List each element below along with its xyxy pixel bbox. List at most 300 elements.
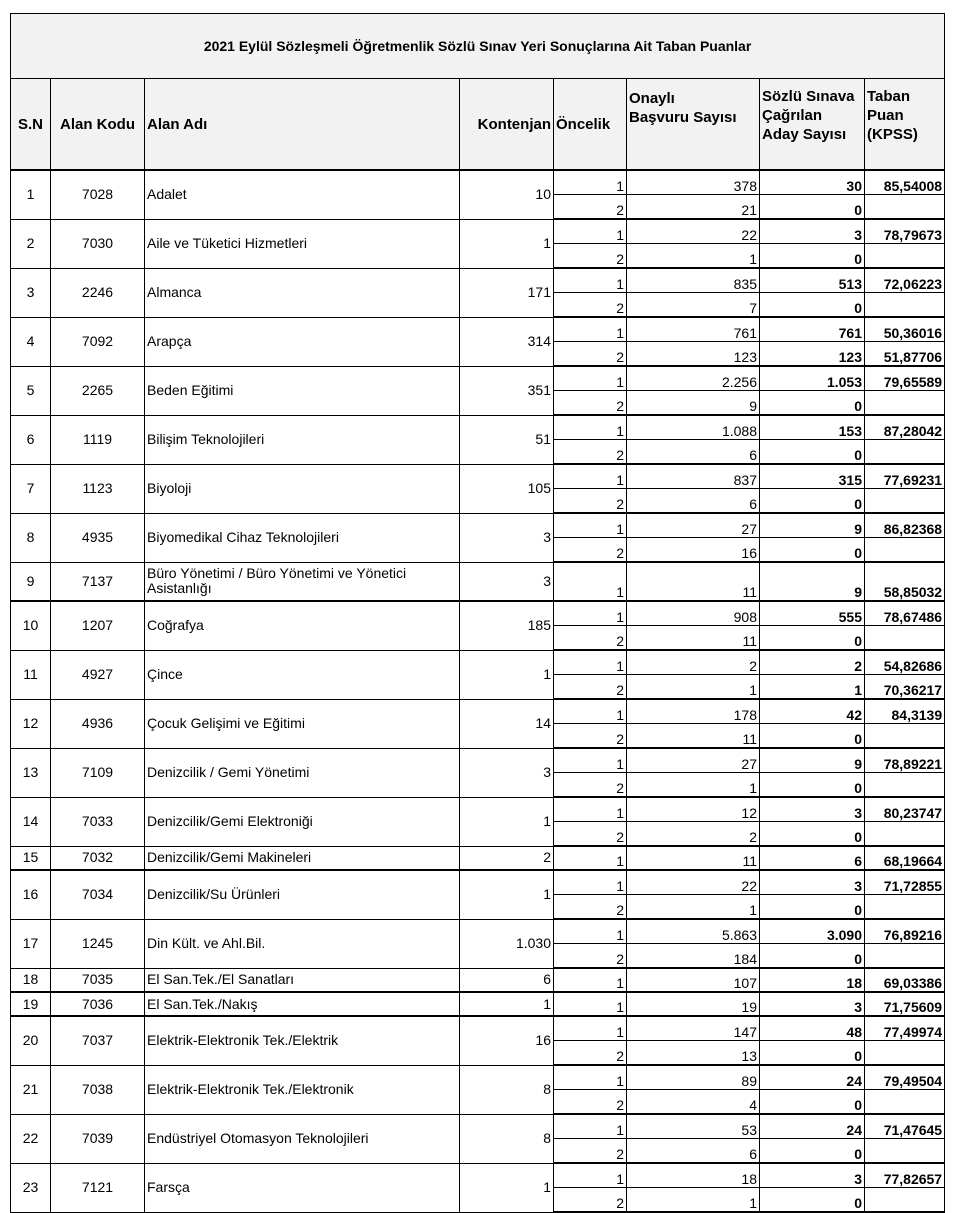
header-basvuru-line: Onaylı	[629, 90, 675, 107]
row-taban-puan: 86,82368	[865, 513, 945, 538]
row-cagrilan-sayisi: 3	[760, 992, 865, 1016]
row-oncelik: 2	[554, 724, 627, 749]
results-table	[10, 13, 945, 1213]
row-alan-kodu: 7035	[51, 968, 145, 992]
row-taban-puan	[865, 489, 945, 514]
row-alan-adi	[145, 366, 460, 415]
row-oncelik: 2	[554, 342, 627, 367]
row-oncelik: 1	[554, 748, 627, 773]
row-alan-adi	[145, 1016, 460, 1065]
row-cagrilan-sayisi: 48	[760, 1016, 865, 1041]
row-oncelik: 1	[554, 797, 627, 822]
row-taban-puan	[865, 626, 945, 651]
row-basvuru-sayisi: 4	[627, 1090, 760, 1115]
row-cagrilan-sayisi: 0	[760, 293, 865, 318]
row-alan-kodu: 7121	[51, 1163, 145, 1212]
header-basvuru	[627, 79, 760, 171]
header-taban-line: Taban	[867, 88, 911, 105]
row-alan-adi	[145, 797, 460, 846]
row-kontenjan: 2	[460, 846, 554, 870]
row-basvuru-sayisi: 2.256	[627, 366, 760, 391]
row-cagrilan-sayisi: 9	[760, 562, 865, 601]
table-row	[11, 846, 945, 870]
row-taban-puan	[865, 1090, 945, 1115]
row-alan-adi	[145, 415, 460, 464]
row-kontenjan: 3	[460, 562, 554, 601]
row-cagrilan-sayisi: 42	[760, 699, 865, 724]
row-oncelik: 2	[554, 1139, 627, 1164]
row-taban-puan: 76,89216	[865, 919, 945, 944]
row-alan-kodu: 7036	[51, 992, 145, 1016]
row-cagrilan-sayisi: 0	[760, 244, 865, 269]
row-basvuru-sayisi: 178	[627, 699, 760, 724]
header-cagrilan-line: Aday Sayısı	[762, 126, 847, 143]
row-alan-kodu: 7030	[51, 219, 145, 268]
row-taban-puan: 54,82686	[865, 650, 945, 675]
row-basvuru-sayisi: 835	[627, 268, 760, 293]
row-kontenjan: 16	[460, 1016, 554, 1065]
row-alan-adi	[145, 699, 460, 748]
row-basvuru-sayisi: 1	[627, 675, 760, 700]
row-basvuru-sayisi: 13	[627, 1041, 760, 1066]
row-taban-puan	[865, 724, 945, 749]
table-row	[11, 601, 945, 626]
row-basvuru-sayisi: 1	[627, 1188, 760, 1213]
row-sn: 4	[11, 317, 51, 366]
row-alan-adi	[145, 919, 460, 968]
alan-adi-line: Denizcilik / Gemi Yönetimi	[147, 764, 310, 780]
row-taban-puan: 78,79673	[865, 219, 945, 244]
alan-adi-line: Asistanlığı	[147, 580, 212, 597]
row-basvuru-sayisi: 184	[627, 944, 760, 969]
row-alan-adi	[145, 170, 460, 219]
row-alan-kodu: 7137	[51, 562, 145, 601]
row-basvuru-sayisi: 18	[627, 1163, 760, 1188]
header-oncelik: Öncelik	[554, 79, 627, 171]
row-cagrilan-sayisi: 0	[760, 1188, 865, 1213]
row-sn: 21	[11, 1065, 51, 1114]
row-cagrilan-sayisi: 555	[760, 601, 865, 626]
row-alan-kodu: 7092	[51, 317, 145, 366]
row-taban-puan: 71,75609	[865, 992, 945, 1016]
row-oncelik: 2	[554, 675, 627, 700]
row-basvuru-sayisi: 147	[627, 1016, 760, 1041]
row-basvuru-sayisi: 378	[627, 170, 760, 195]
row-oncelik: 2	[554, 1041, 627, 1066]
row-taban-puan: 84,3139	[865, 699, 945, 724]
row-cagrilan-sayisi: 9	[760, 513, 865, 538]
header-taban-line: Puan	[867, 107, 904, 124]
row-oncelik: 2	[554, 391, 627, 416]
row-kontenjan: 171	[460, 268, 554, 317]
row-alan-kodu: 7038	[51, 1065, 145, 1114]
row-alan-kodu: 7032	[51, 846, 145, 870]
row-taban-puan	[865, 773, 945, 798]
row-oncelik: 1	[554, 968, 627, 992]
alan-adi-line: Biyoloji	[147, 480, 192, 496]
row-cagrilan-sayisi: 0	[760, 724, 865, 749]
header-alan-kodu: Alan Kodu	[51, 79, 145, 171]
row-sn: 19	[11, 992, 51, 1016]
header-cagrilan	[760, 79, 865, 171]
row-basvuru-sayisi: 21	[627, 195, 760, 220]
row-basvuru-sayisi: 761	[627, 317, 760, 342]
row-taban-puan: 71,47645	[865, 1114, 945, 1139]
row-cagrilan-sayisi: 18	[760, 968, 865, 992]
row-cagrilan-sayisi: 123	[760, 342, 865, 367]
row-oncelik: 1	[554, 992, 627, 1016]
row-basvuru-sayisi: 2	[627, 822, 760, 847]
alan-adi-line: Elektrik-Elektronik Tek./Elektrik	[147, 1032, 339, 1049]
row-oncelik: 2	[554, 626, 627, 651]
row-kontenjan: 1.030	[460, 919, 554, 968]
row-cagrilan-sayisi: 0	[760, 822, 865, 847]
row-taban-puan: 72,06223	[865, 268, 945, 293]
row-alan-adi	[145, 219, 460, 268]
row-basvuru-sayisi: 22	[627, 870, 760, 895]
row-cagrilan-sayisi: 0	[760, 391, 865, 416]
alan-adi-line: El San.Tek./El Sanatları	[147, 971, 295, 988]
row-taban-puan: 69,03386	[865, 968, 945, 992]
row-kontenjan: 1	[460, 650, 554, 699]
row-oncelik: 1	[554, 601, 627, 626]
row-kontenjan: 1	[460, 219, 554, 268]
row-taban-puan	[865, 1041, 945, 1066]
row-taban-puan: 79,49504	[865, 1065, 945, 1090]
row-cagrilan-sayisi: 0	[760, 626, 865, 651]
row-oncelik: 1	[554, 699, 627, 724]
alan-adi-line: Aile ve Tüketici Hizmetleri	[147, 235, 308, 251]
row-alan-adi	[145, 317, 460, 366]
row-cagrilan-sayisi: 513	[760, 268, 865, 293]
row-taban-puan: 77,69231	[865, 464, 945, 489]
page-title: 2021 Eylül Sözleşmeli Öğretmenlik Sözlü Sınav Yeri Sonuçlarına Ait Taban Puanlar	[11, 14, 945, 79]
row-kontenjan: 185	[460, 601, 554, 650]
row-basvuru-sayisi: 7	[627, 293, 760, 318]
header-taban-puan	[865, 79, 945, 171]
row-taban-puan: 79,65589	[865, 366, 945, 391]
row-sn: 1	[11, 170, 51, 219]
row-basvuru-sayisi: 53	[627, 1114, 760, 1139]
row-alan-adi	[145, 846, 460, 870]
row-alan-kodu: 1119	[51, 415, 145, 464]
row-alan-adi	[145, 562, 460, 601]
row-alan-kodu: 7039	[51, 1114, 145, 1163]
row-kontenjan: 314	[460, 317, 554, 366]
row-cagrilan-sayisi: 0	[760, 1139, 865, 1164]
row-taban-puan: 78,67486	[865, 601, 945, 626]
row-kontenjan: 1	[460, 1163, 554, 1212]
header-cagrilan-line: Çağrılan	[762, 107, 823, 124]
row-cagrilan-sayisi: 315	[760, 464, 865, 489]
row-oncelik: 1	[554, 1163, 627, 1188]
row-sn: 5	[11, 366, 51, 415]
row-oncelik: 1	[554, 846, 627, 870]
row-basvuru-sayisi: 1	[627, 773, 760, 798]
row-taban-puan	[865, 822, 945, 847]
row-basvuru-sayisi: 11	[627, 562, 760, 601]
row-cagrilan-sayisi: 0	[760, 895, 865, 920]
row-cagrilan-sayisi: 2	[760, 650, 865, 675]
table-row	[11, 650, 945, 675]
alan-adi-line: Elektrik-Elektronik Tek./Elektronik	[147, 1081, 354, 1097]
row-kontenjan: 10	[460, 170, 554, 219]
row-taban-puan: 78,89221	[865, 748, 945, 773]
alan-adi-line: Denizcilik/Gemi Elektroniği	[147, 813, 313, 829]
header-row	[11, 79, 945, 171]
row-basvuru-sayisi: 6	[627, 1139, 760, 1164]
row-alan-adi	[145, 1163, 460, 1212]
row-sn: 7	[11, 464, 51, 513]
row-alan-adi	[145, 601, 460, 650]
row-cagrilan-sayisi: 1.053	[760, 366, 865, 391]
table-row	[11, 1016, 945, 1041]
row-basvuru-sayisi: 11	[627, 626, 760, 651]
alan-adi-line: Coğrafya	[147, 617, 204, 634]
table-row	[11, 919, 945, 944]
row-alan-kodu: 4936	[51, 699, 145, 748]
row-basvuru-sayisi: 12	[627, 797, 760, 822]
row-basvuru-sayisi: 2	[627, 650, 760, 675]
row-basvuru-sayisi: 27	[627, 748, 760, 773]
row-oncelik: 1	[554, 919, 627, 944]
table-row	[11, 1065, 945, 1090]
row-taban-puan	[865, 944, 945, 969]
row-basvuru-sayisi: 19	[627, 992, 760, 1016]
alan-adi-line: Farsça	[147, 1179, 190, 1195]
row-alan-kodu: 2265	[51, 366, 145, 415]
alan-adi-line: Bilişim Teknolojileri	[147, 431, 265, 447]
row-cagrilan-sayisi: 761	[760, 317, 865, 342]
row-alan-kodu: 1123	[51, 464, 145, 513]
row-kontenjan: 1	[460, 797, 554, 846]
row-taban-puan: 77,49974	[865, 1016, 945, 1041]
row-basvuru-sayisi: 5.863	[627, 919, 760, 944]
alan-adi-line: Çince	[147, 666, 183, 682]
row-alan-adi	[145, 870, 460, 919]
header-alan-adi: Alan Adı	[145, 79, 460, 171]
header-taban-line: (KPSS)	[867, 126, 918, 143]
row-basvuru-sayisi: 22	[627, 219, 760, 244]
row-alan-adi	[145, 513, 460, 562]
row-cagrilan-sayisi: 3	[760, 870, 865, 895]
row-oncelik: 2	[554, 822, 627, 847]
row-alan-kodu: 7033	[51, 797, 145, 846]
row-oncelik: 2	[554, 944, 627, 969]
row-cagrilan-sayisi: 0	[760, 944, 865, 969]
row-sn: 13	[11, 748, 51, 797]
row-taban-puan	[865, 440, 945, 465]
row-taban-puan	[865, 1188, 945, 1213]
row-taban-puan	[865, 391, 945, 416]
row-alan-kodu: 7034	[51, 870, 145, 919]
table-row	[11, 513, 945, 538]
table-row	[11, 366, 945, 391]
row-oncelik: 1	[554, 1065, 627, 1090]
row-basvuru-sayisi: 1	[627, 895, 760, 920]
alan-adi-line: Beden Eğitimi	[147, 382, 234, 398]
row-alan-adi	[145, 992, 460, 1016]
header-sn: S.N	[11, 79, 51, 171]
row-oncelik: 1	[554, 366, 627, 391]
row-kontenjan: 6	[460, 968, 554, 992]
row-cagrilan-sayisi: 3	[760, 1163, 865, 1188]
row-oncelik: 1	[554, 268, 627, 293]
row-basvuru-sayisi: 16	[627, 538, 760, 563]
row-oncelik: 2	[554, 489, 627, 514]
table-row	[11, 562, 945, 601]
row-alan-adi	[145, 748, 460, 797]
row-kontenjan: 1	[460, 992, 554, 1016]
table-row	[11, 464, 945, 489]
row-cagrilan-sayisi: 3.090	[760, 919, 865, 944]
row-sn: 23	[11, 1163, 51, 1212]
row-cagrilan-sayisi: 0	[760, 195, 865, 220]
row-sn: 10	[11, 601, 51, 650]
alan-adi-line: Endüstriyel Otomasyon Teknolojileri	[147, 1130, 369, 1146]
row-oncelik: 1	[554, 1114, 627, 1139]
table-row	[11, 170, 945, 195]
row-cagrilan-sayisi: 30	[760, 170, 865, 195]
alan-adi-line: Adalet	[147, 186, 187, 203]
row-taban-puan: 58,85032	[865, 562, 945, 601]
row-cagrilan-sayisi: 153	[760, 415, 865, 440]
row-alan-kodu: 4927	[51, 650, 145, 699]
row-taban-puan	[865, 1139, 945, 1164]
row-cagrilan-sayisi: 0	[760, 440, 865, 465]
row-taban-puan	[865, 244, 945, 269]
row-sn: 9	[11, 562, 51, 601]
header-cagrilan-line: Sözlü Sınava	[762, 88, 855, 105]
row-basvuru-sayisi: 89	[627, 1065, 760, 1090]
row-taban-puan: 51,87706	[865, 342, 945, 367]
alan-adi-line: Denizcilik/Gemi Makineleri	[147, 849, 312, 866]
row-taban-puan	[865, 293, 945, 318]
row-basvuru-sayisi: 1.088	[627, 415, 760, 440]
alan-adi-line: Din Kült. ve Ahl.Bil.	[147, 935, 266, 951]
row-alan-kodu: 7037	[51, 1016, 145, 1065]
row-basvuru-sayisi: 123	[627, 342, 760, 367]
row-alan-adi	[145, 650, 460, 699]
row-kontenjan: 8	[460, 1065, 554, 1114]
row-oncelik: 2	[554, 895, 627, 920]
header-basvuru-line: Başvuru Sayısı	[629, 109, 737, 126]
row-basvuru-sayisi: 107	[627, 968, 760, 992]
row-basvuru-sayisi: 6	[627, 489, 760, 514]
row-taban-puan: 85,54008	[865, 170, 945, 195]
row-sn: 6	[11, 415, 51, 464]
row-taban-puan: 77,82657	[865, 1163, 945, 1188]
table-row	[11, 1114, 945, 1139]
row-cagrilan-sayisi: 6	[760, 846, 865, 870]
row-cagrilan-sayisi: 3	[760, 797, 865, 822]
alan-adi-line: Almanca	[147, 284, 202, 300]
row-kontenjan: 3	[460, 513, 554, 562]
row-oncelik: 1	[554, 317, 627, 342]
table-row	[11, 219, 945, 244]
row-taban-puan: 80,23747	[865, 797, 945, 822]
row-kontenjan: 351	[460, 366, 554, 415]
row-sn: 17	[11, 919, 51, 968]
row-taban-puan: 71,72855	[865, 870, 945, 895]
row-oncelik: 1	[554, 562, 627, 601]
row-sn: 14	[11, 797, 51, 846]
row-alan-adi	[145, 268, 460, 317]
row-sn: 11	[11, 650, 51, 699]
row-taban-puan: 68,19664	[865, 846, 945, 870]
row-cagrilan-sayisi: 24	[760, 1114, 865, 1139]
alan-adi-line: Biyomedikal Cihaz Teknolojileri	[147, 529, 339, 545]
row-alan-kodu: 1245	[51, 919, 145, 968]
row-sn: 3	[11, 268, 51, 317]
row-oncelik: 1	[554, 650, 627, 675]
row-cagrilan-sayisi: 0	[760, 489, 865, 514]
alan-adi-line: Çocuk Gelişimi ve Eğitimi	[147, 715, 305, 731]
table-row	[11, 870, 945, 895]
row-alan-kodu: 1207	[51, 601, 145, 650]
row-oncelik: 2	[554, 244, 627, 269]
row-oncelik: 1	[554, 170, 627, 195]
row-alan-adi	[145, 464, 460, 513]
row-kontenjan: 1	[460, 870, 554, 919]
row-cagrilan-sayisi: 24	[760, 1065, 865, 1090]
row-basvuru-sayisi: 6	[627, 440, 760, 465]
alan-adi-line: Arapça	[147, 333, 192, 349]
row-taban-puan	[865, 538, 945, 563]
row-basvuru-sayisi: 11	[627, 724, 760, 749]
row-sn: 20	[11, 1016, 51, 1065]
row-kontenjan: 14	[460, 699, 554, 748]
row-cagrilan-sayisi: 3	[760, 219, 865, 244]
row-alan-kodu: 2246	[51, 268, 145, 317]
alan-adi-line: Denizcilik/Su Ürünleri	[147, 886, 281, 903]
table-row	[11, 699, 945, 724]
table-row	[11, 968, 945, 992]
row-oncelik: 2	[554, 538, 627, 563]
table-row	[11, 797, 945, 822]
row-taban-puan	[865, 895, 945, 920]
row-sn: 15	[11, 846, 51, 870]
row-oncelik: 1	[554, 513, 627, 538]
row-cagrilan-sayisi: 0	[760, 538, 865, 563]
alan-adi-line: Büro Yönetimi / Büro Yönetimi ve Yönetici	[147, 565, 407, 582]
row-taban-puan: 70,36217	[865, 675, 945, 700]
row-alan-kodu: 4935	[51, 513, 145, 562]
row-kontenjan: 51	[460, 415, 554, 464]
alan-adi-line: El San.Tek./Nakış	[147, 995, 258, 1012]
table-row	[11, 992, 945, 1016]
row-oncelik: 2	[554, 1188, 627, 1213]
row-kontenjan: 8	[460, 1114, 554, 1163]
row-oncelik: 2	[554, 195, 627, 220]
row-taban-puan	[865, 195, 945, 220]
title-row	[11, 14, 945, 79]
table-row	[11, 268, 945, 293]
row-sn: 16	[11, 870, 51, 919]
row-basvuru-sayisi: 908	[627, 601, 760, 626]
row-basvuru-sayisi: 9	[627, 391, 760, 416]
row-alan-kodu: 7109	[51, 748, 145, 797]
row-basvuru-sayisi: 27	[627, 513, 760, 538]
row-oncelik: 1	[554, 870, 627, 895]
row-basvuru-sayisi: 837	[627, 464, 760, 489]
row-oncelik: 2	[554, 293, 627, 318]
row-oncelik: 2	[554, 1090, 627, 1115]
row-alan-adi	[145, 1065, 460, 1114]
row-taban-puan: 87,28042	[865, 415, 945, 440]
row-sn: 18	[11, 968, 51, 992]
row-oncelik: 2	[554, 440, 627, 465]
